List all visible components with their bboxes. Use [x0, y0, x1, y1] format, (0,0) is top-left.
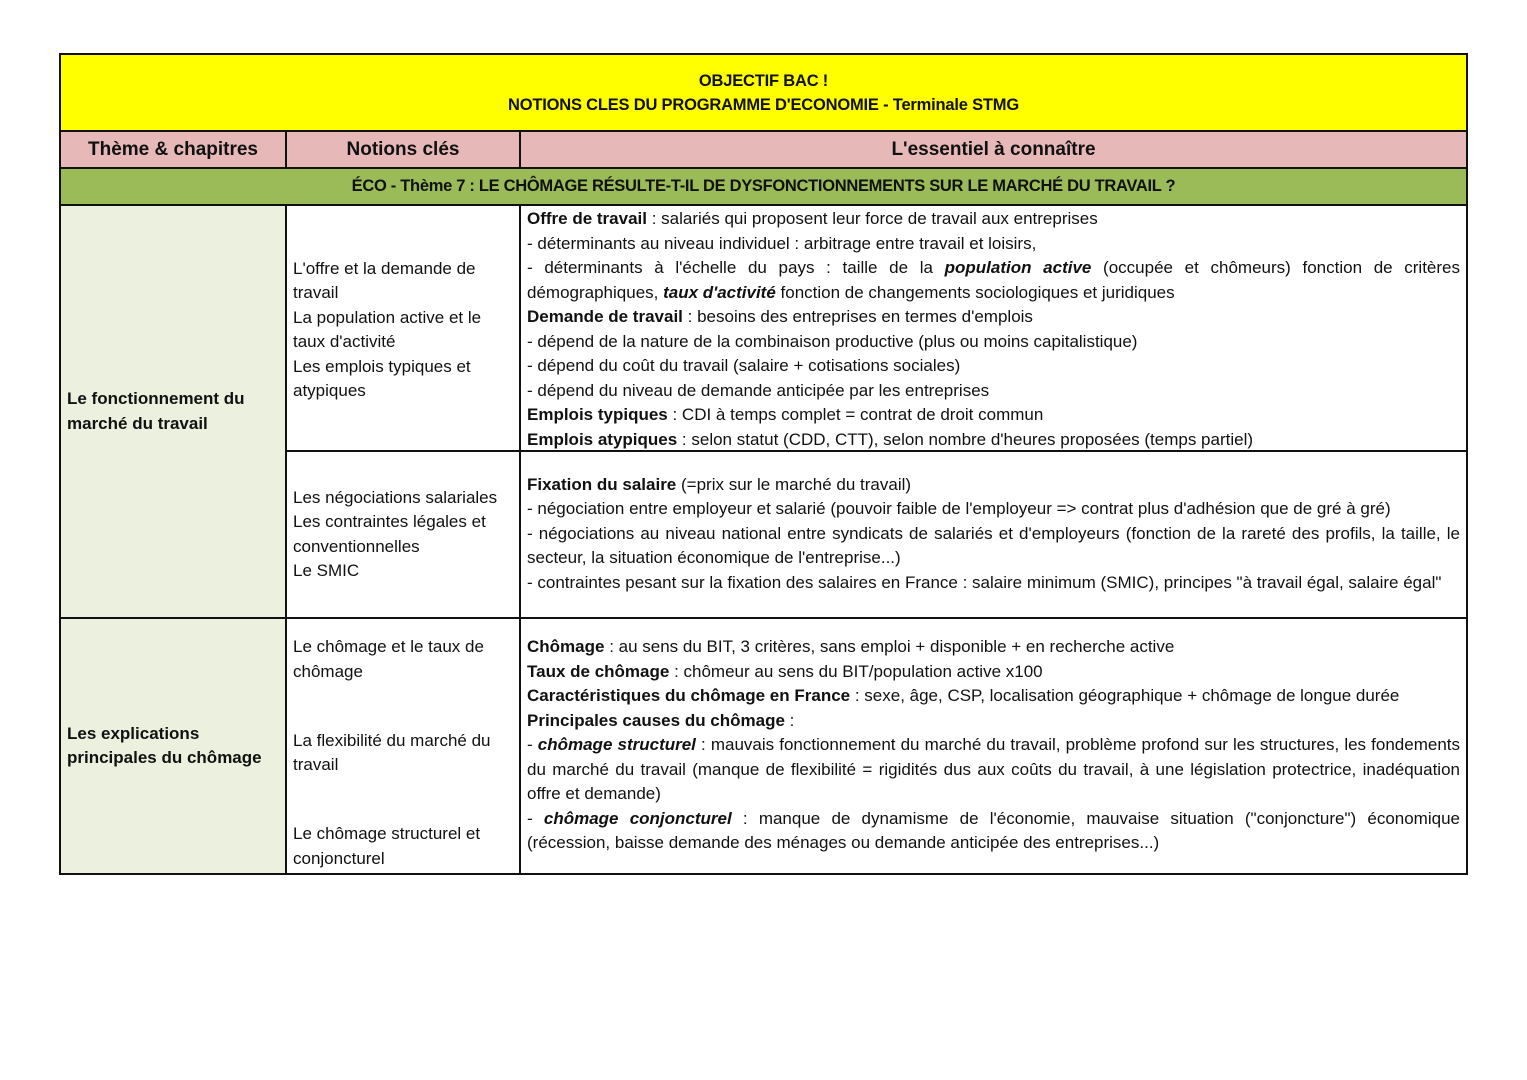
definition-text: - dépend du niveau de demande anticipée par les entreprises	[527, 380, 990, 400]
section-explications-chomage	[61, 619, 1466, 873]
term-causes-chomage: Principales causes du chômage	[527, 710, 785, 730]
notion-item: L'offre et la demande de travail	[293, 258, 476, 302]
term-taux-chomage: Taux de chômage	[527, 661, 670, 681]
definition-text: (occupée et chômeurs) fonction de critères démographiques,	[527, 258, 1461, 302]
definition-text: - déterminants à l'échelle du pays : taille de la	[527, 258, 945, 277]
term-taux-activite: taux d'activité	[663, 282, 776, 302]
definition-text: : selon statut (CDD, CTT), selon nombre d'heures proposées (temps partiel)	[677, 429, 1254, 449]
chapter-cell: Les explications principales du chômage	[61, 619, 287, 873]
notion-item: Les négociations salariales	[293, 487, 498, 507]
title-line-2: NOTIONS CLES DU PROGRAMME D'ECONOMIE - Terminale STMG	[508, 95, 1019, 114]
title-line-1: OBJECTIF BAC !	[698, 71, 829, 90]
document-title	[61, 55, 1466, 132]
table-row	[287, 619, 1466, 873]
notion-item: Le SMIC	[293, 561, 360, 580]
notion-item: Le chômage et le taux de chômage	[293, 637, 484, 681]
notion-item: La population active et le taux d'activité	[293, 307, 482, 351]
theme-banner: ÉCO - Thème 7 : LE CHÔMAGE RÉSULTE-T-IL DE DYSFONCTIONNEMENTS SUR LE MARCHÉ DU TRAVAIL ?	[61, 169, 1466, 206]
term-chomage-structurel: chômage structurel	[537, 735, 696, 755]
column-headers	[61, 132, 1466, 169]
term-population-active: population active	[944, 258, 1092, 277]
definition-text: fonction de changements sociologiques et juridiques	[775, 282, 1175, 302]
table-row	[287, 206, 1466, 450]
notion-item: Les contraintes légales et conventionnelles	[293, 512, 486, 556]
notions-cell	[287, 206, 521, 454]
chapter-cell: Le fonctionnement du marché du travail	[61, 206, 287, 617]
definition-text: : besoins des entreprises en termes d'emplois	[682, 307, 1033, 326]
definition-text: - déterminants au niveau individuel : arbitrage entre travail et loisirs,	[527, 233, 1037, 253]
term-chomage: Chômage	[527, 637, 605, 657]
header-notions-cles: Notions clés	[287, 132, 521, 167]
definition-text: - dépend de la nature de la combinaison productive (plus ou moins capitalistique)	[527, 331, 1138, 351]
definition-text: : au sens du BIT, 3 critères, sans emploi + disponible + en recherche active	[604, 637, 1175, 657]
definition-text: : manque de dynamisme de l'économie, mauvaise situation ("conjoncture") économique (récession, baisse demande des ménages ou demande anticipée des entreprises...)	[527, 808, 1460, 853]
definition-text: : chômeur au sens du BIT/population active x100	[669, 661, 1043, 681]
term-emplois-atypiques: Emplois atypiques	[527, 429, 678, 449]
definition-text: - négociation entre employeur et salarié (pouvoir faible de l'employeur => contrat plus d'adhésion que de gré à gré)	[527, 499, 1391, 519]
notion-item: La flexibilité du marché du travail	[293, 730, 491, 774]
term-demande-de-travail: Demande de travail	[527, 307, 683, 326]
essential-cell	[521, 619, 1466, 873]
notion-item: Les emplois typiques et atypiques	[293, 356, 471, 400]
term-offre-de-travail: Offre de travail	[527, 209, 647, 228]
table-row	[287, 450, 1466, 617]
term-emplois-typiques: Emplois typiques	[527, 405, 668, 424]
definition-text: - dépend du coût du travail (salaire + cotisations sociales)	[527, 356, 961, 375]
notions-table	[59, 53, 1468, 875]
term-fixation-salaire: Fixation du salaire	[527, 474, 677, 494]
header-essentiel: L'essentiel à connaître	[891, 138, 1096, 160]
definition-text: : salariés qui proposent leur force de travail aux entreprises	[647, 209, 1098, 228]
term-caracteristiques-chomage: Caractéristiques du chômage en France	[527, 686, 851, 706]
definition-text: : sexe, âge, CSP, localisation géographique + chômage de longue durée	[850, 686, 1400, 706]
bullet-dash: -	[527, 735, 538, 755]
definition-text: (=prix sur le marché du travail)	[676, 474, 912, 494]
header-theme-chapitres: Thème & chapitres	[61, 132, 287, 167]
definition-text: : mauvais fonctionnement du marché du travail, problème profond sur les structures, les fondements du marché du travail (manque de flexibilité = rigidités dus aux coûts du travail, à une législation protectrice, inadéquation offre et demande)	[527, 735, 1460, 804]
notions-cell	[287, 452, 521, 617]
definition-text: - négociations au niveau national entre syndicats de salariés et d'employeurs (fonction de la rareté des profils, la taille, le secteur, la situation économique de l'entreprise...)	[527, 523, 1460, 568]
bullet-dash: -	[527, 808, 544, 828]
term-chomage-conjoncturel: chômage conjoncturel	[543, 808, 732, 828]
definition-text: :	[784, 710, 795, 730]
section-fonctionnement-marche	[61, 206, 1466, 619]
essential-cell	[521, 452, 1466, 617]
notions-cell	[287, 619, 521, 873]
essential-cell	[521, 206, 1466, 454]
definition-text: : CDI à temps complet = contrat de droit commun	[667, 405, 1044, 424]
definition-text: - contraintes pesant sur la fixation des salaires en France : salaire minimum (SMIC), principes "à travail égal, salaire égal"	[527, 572, 1442, 592]
notion-item: Le chômage structurel et conjoncturel	[293, 824, 481, 868]
